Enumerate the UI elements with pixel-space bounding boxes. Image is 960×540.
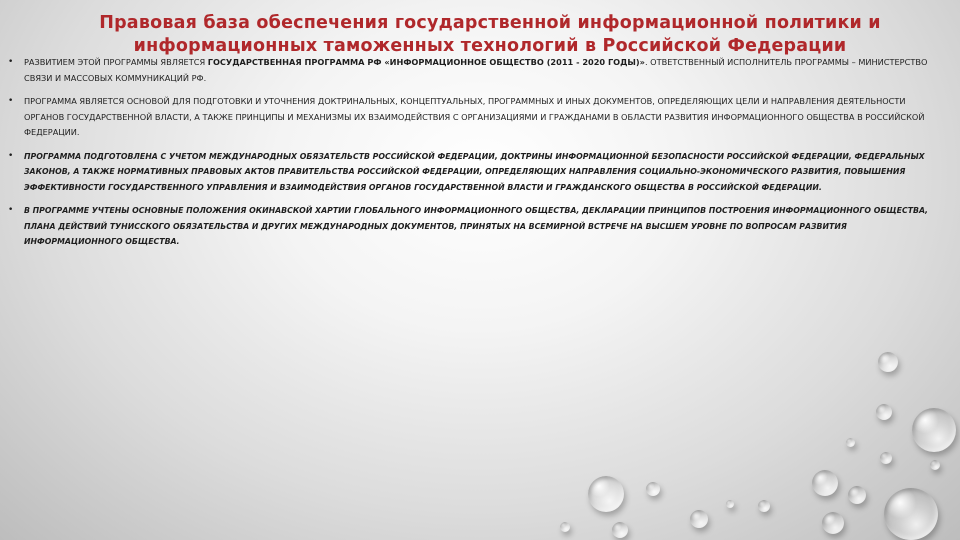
bullet-text: ПРОГРАММА ЯВЛЯЕТСЯ ОСНОВОЙ ДЛЯ ПОДГОТОВКИ И УТОЧНЕНИЯ ДОКТРИНАЛЬНЫХ, КОНЦЕПТУАЛЬНЫХ, ПРОГРАММНЫХ И ИНЫХ ДОКУМЕНТОВ, ОПРЕДЕЛЯЮЩИХ ЦЕЛИ И НАПРАВЛЕНИЯ ДЕЯТЕЛЬНОСТИ ОРГАНОВ ГОСУДАРСТВЕННОЙ ВЛАСТИ, А ТАКЖЕ ПРИНЦИПЫ И МЕХАНИЗМЫ ИХ ВЗАИМОДЕЙСТВИЯ С ОРГАНИЗАЦИЯМИ И ГРАЖДАНАМИ В ОБЛАСТИ РАЗВИТИЯ ИНФОРМАЦИОННОГО ОБЩЕСТВА В РОССИЙСКОЙ ФЕДЕРАЦИИ. [24,96,925,137]
bullet-item-okinawa-charter [8,203,946,250]
bullet-item-international-obligations [8,149,946,196]
slide-title: Правовая база обеспечения государственной информационной политики и информационных таможенных технологий в Российской Федерации [99,13,881,56]
water-drop-decoration [878,352,898,372]
water-drop-decoration [726,500,734,508]
bullet-text: . ОТВЕТСТВЕННЫЙ ИСПОЛНИТЕЛЬ ПРОГРАММЫ – МИНИСТЕРСТВО СВЯЗИ И МАССОВЫХ КОММУНИКАЦИЙ РФ. [24,57,928,83]
water-drop-decoration [884,488,938,540]
bullet-item-program-basis [8,94,946,141]
water-drop-decoration [846,438,855,447]
water-drop-decoration [876,404,892,420]
water-drop-decoration [880,452,892,464]
water-drop-decoration [588,476,624,512]
bullet-list [8,55,946,258]
water-drop-decoration [812,470,838,496]
water-drop-decoration [690,510,708,528]
water-drop-decoration [646,482,660,496]
bullet-text: В ПРОГРАММЕ УЧТЕНЫ ОСНОВНЫЕ ПОЛОЖЕНИЯ ОКИНАВСКОЙ ХАРТИИ ГЛОБАЛЬНОГО ИНФОРМАЦИОННОГО ОБЩЕСТВА, ДЕКЛАРАЦИИ ПРИНЦИПОВ ПОСТРОЕНИЯ ИНФОРМАЦИОННОГО ОБЩЕСТВА, ПЛАНА ДЕЙСТВИЙ ТУНИССКОГО ОБЯЗАТЕЛЬСТВА И ДРУГИХ МЕЖДУНАРОДНЫХ ДОКУМЕНТОВ, ПРИНЯТЫХ НА ВСЕМИРНОЙ ВСТРЕЧЕ НА ВЫСШЕМ УРОВНЕ ПО ВОПРОСАМ РАЗВИТИЯ ИНФОРМАЦИОННОГО ОБЩЕСТВА. [24,206,928,246]
bullet-text: ПРОГРАММА ПОДГОТОВЛЕНА С УЧЕТОМ МЕЖДУНАРОДНЫХ ОБЯЗАТЕЛЬСТВ РОССИЙСКОЙ ФЕДЕРАЦИИ, ДОКТРИНЫ ИНФОРМАЦИОННОЙ БЕЗОПАСНОСТИ РОССИЙСКОЙ ФЕДЕРАЦИИ, ФЕДЕРАЛЬНЫХ ЗАКОНОВ, А ТАКЖЕ НОРМАТИВНЫХ ПРАВОВЫХ АКТОВ ПРАВИТЕЛЬСТВА РОССИЙСКОЙ ФЕДЕРАЦИИ, ОПРЕДЕЛЯЮЩИХ НАПРАВЛЕНИЯ СОЦИАЛЬНО-ЭКОНОМИЧЕСКОГО РАЗВИТИЯ, ПОВЫШЕНИЯ ЭФФЕКТИВНОСТИ ГОСУДАРСТВЕННОГО УПРАВЛЕНИЯ И ВЗАИМОДЕЙСТВИЯ ОРГАНОВ ГОСУДАРСТВЕННОЙ ВЛАСТИ И ГРАЖДАНСКОГО ОБЩЕСТВА В РОССИЙСКОЙ ФЕДЕРАЦИИ. [24,151,925,192]
bullet-item-program-development [8,55,946,86]
water-drop-decoration [848,486,866,504]
water-drop-decoration [930,460,940,470]
water-drop-decoration [612,522,628,538]
water-drop-decoration [758,500,770,512]
water-drop-decoration [560,522,570,532]
bullet-text: РАЗВИТИЕМ ЭТОЙ ПРОГРАММЫ ЯВЛЯЕТСЯ [24,57,208,67]
water-drop-decoration [912,408,956,452]
bullet-bold-text: ГОСУДАРСТВЕННАЯ ПРОГРАММА РФ «ИНФОРМАЦИОННОЕ ОБЩЕСТВО (2011 - 2020 ГОДЫ)» [207,57,645,67]
water-drop-decoration [822,512,844,534]
